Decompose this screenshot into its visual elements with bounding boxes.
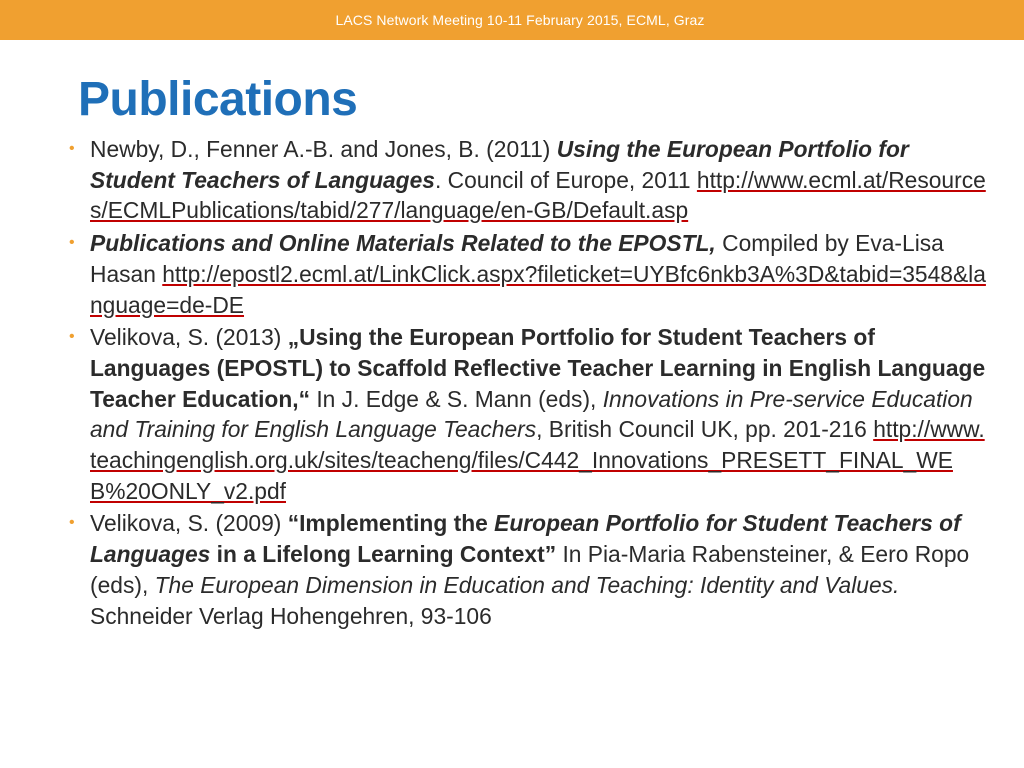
ref-text: Velikova, S. (2009) [90, 510, 288, 537]
ref-text: . Council of Europe, 2011 [434, 166, 691, 193]
ref-title: „Using the European Portfolio for Student Teachers of Languages (EPOSTL) to Scaffold Reflective Teacher Learning in English Language Teacher Education,“ [90, 324, 986, 412]
bullet-icon: • [69, 234, 75, 252]
ref-text: , British Council UK, pp. 201-216 [536, 416, 867, 443]
ref-book-title: The European Dimension in Education and Teaching: Identity and Values. [154, 571, 900, 598]
ref-text: Schneider Verlag Hohengehren, 93-106 [90, 602, 492, 629]
reference-item [66, 508, 986, 631]
bullet-icon: • [69, 328, 75, 346]
ref-title: “Implementing the [287, 510, 495, 537]
ref-link[interactable]: http://epostl2.ecml.at/LinkClick.aspx?fileticket=UYBfc6nkb3A%3D&tabid=3548&language=de-DE [90, 260, 986, 318]
bullet-icon: • [69, 140, 75, 157]
slide-title: Publications [78, 73, 358, 126]
reference-item [66, 228, 986, 320]
ref-book-title: Innovations in Pre-service Education and Training for English Language Teachers [90, 385, 973, 443]
ref-title: Using the European Portfolio for Student Teachers of Languages [90, 136, 909, 193]
bullet-icon: • [69, 514, 75, 532]
ref-link[interactable]: http://www.teachingenglish.org.uk/sites/teacheng/files/C442_Innovations_PRESETT_FINAL_WEB%20ONLY_v2.pdf [90, 416, 985, 504]
reference-item [66, 134, 986, 226]
ref-text: Compiled by Eva-Lisa Hasan [90, 230, 944, 287]
ref-text: Velikova, S. (2013) [90, 324, 288, 351]
header-bar [0, 0, 1024, 40]
ref-text: Newby, D., Fenner A.-B. and Jones, B. (2011) [90, 136, 557, 162]
ref-text: In Pia-Maria Rabensteiner, & Eero Ropo (eds), [90, 541, 970, 598]
reference-item [66, 322, 986, 506]
ref-title: in a Lifelong Learning Context” [210, 541, 557, 568]
reference-list [66, 134, 986, 633]
header-text: LACS Network Meeting 10-11 February 2015, ECML, Graz [335, 12, 705, 28]
ref-text: In J. Edge & S. Mann (eds), [310, 385, 603, 412]
ref-title-italic: European Portfolio for Student Teachers of Languages [90, 510, 961, 568]
ref-link[interactable]: http://www.ecml.at/Resources/ECMLPublications/tabid/277/language/en-GB/Default.asp [90, 166, 986, 224]
ref-title: Publications and Online Materials Related to the EPOSTL, [90, 230, 716, 257]
